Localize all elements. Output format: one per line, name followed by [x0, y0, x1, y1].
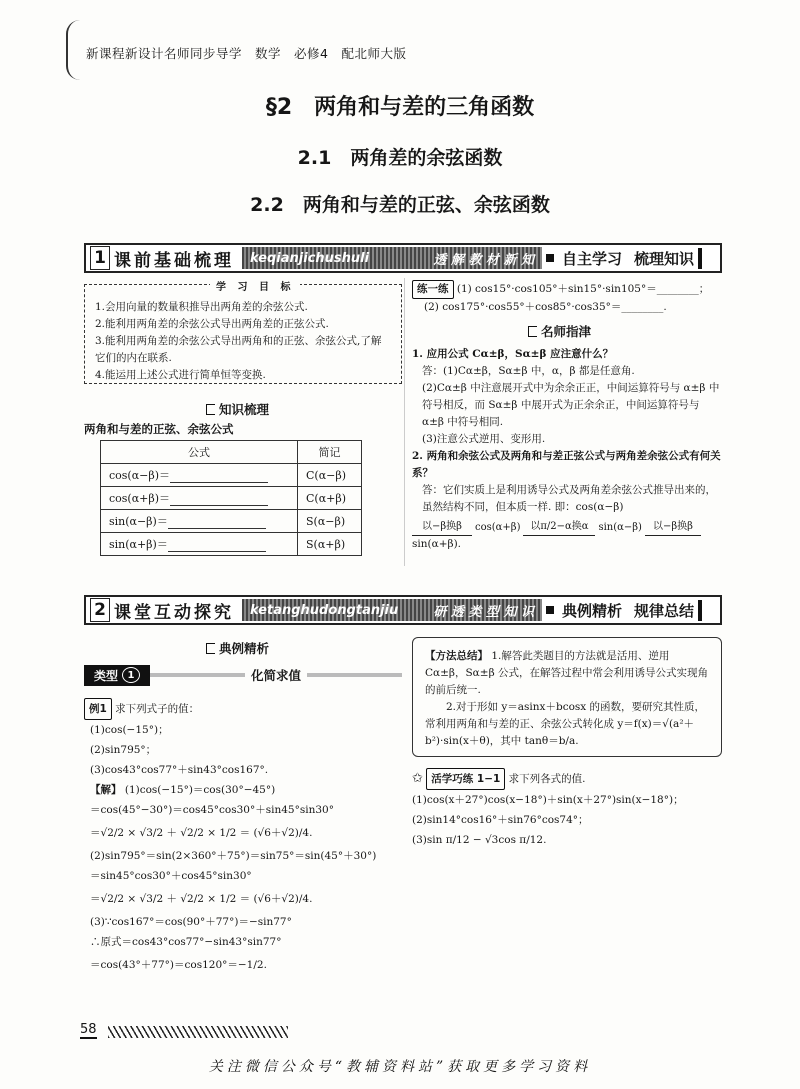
column-divider	[404, 278, 405, 566]
goal-item: 1.会用向量的数量积推导出两角差的余弦公式.	[95, 301, 308, 313]
solution-line: ＝cos(45°−30°)＝cos45°cos30°＋sin45°sin30°	[90, 804, 334, 816]
solution-line: (2)sin795°＝sin(2×360°＋75°)＝sin75°＝sin(45°＋30°)	[90, 850, 377, 862]
practice-q2: (2) cos175°·cos55°＋cos85°·cos35°＝________.	[424, 301, 667, 313]
formula-cell: cos(α−β)＝	[101, 464, 298, 487]
guide-q1: 1. 应用公式 Cα±β，Sα±β 应注意什么？	[412, 348, 614, 360]
section-title-2-2: 2.2 两角和与差的正弦、余弦函数	[250, 194, 550, 216]
goal-item: 3.能利用两角差的余弦公式导出两角和的正弦、余弦公式,了解它们的内在联系.	[95, 335, 382, 364]
solution-line: (1)cos(−15°)＝cos(30°−45°)	[124, 784, 276, 796]
section2-slogan: 研 透 类 型 知 识	[433, 604, 534, 620]
guide-a1b: (2)Cα±β 中注意展开式中为余余正正，中间运算符号与 α±β 中符号相反，而 Sα±β 中展开式为正余余正，中间运算符号与 α±β 中符号相同.	[422, 382, 720, 428]
footer-note: 关注微信公众号“教辅资料站”获取更多学习资料	[208, 1059, 592, 1075]
solution-line: ＝sin45°cos30°＋cos45°sin30°	[90, 870, 252, 882]
type-title: 化简求值	[245, 666, 307, 684]
chain-term: sin(α−β)	[598, 522, 642, 533]
section1-pinyin-bar	[242, 247, 542, 269]
abbr-cell: S(α−β)	[298, 510, 362, 533]
formula-cell: sin(α−β)＝	[101, 510, 298, 533]
section1-name: 课前基础梳理	[114, 250, 234, 271]
arrow-label: 以−β换β	[645, 518, 701, 536]
formula-table	[100, 440, 362, 556]
learning-goals-box	[84, 284, 402, 384]
square-icon	[546, 606, 554, 614]
section1-number: 1	[90, 246, 110, 270]
guide-q2: 2. 两角和余弦公式及两角和与差正弦公式与两角差余弦公式有何关系？	[412, 450, 721, 479]
bracket-icon	[528, 326, 537, 337]
learning-goals-heading: 学 习 目 标	[210, 278, 300, 293]
section2-number: 2	[90, 598, 110, 622]
guide-heading: 名师指津	[528, 322, 591, 340]
type-number: 1	[122, 667, 140, 683]
section1-tag1: 自主学习	[562, 249, 623, 268]
practice-block	[412, 280, 722, 316]
section2-tag2: 规律总结	[634, 600, 702, 621]
example-prompt: 求下列式子的值：	[115, 703, 200, 715]
arrow-label: 以−β换β	[412, 518, 472, 536]
section1-slogan: 透 解 教 材 新 知	[433, 252, 534, 268]
formula-cell: cos(α+β)＝	[101, 487, 298, 510]
chapter-title: §2 两角和与差的三角函数	[265, 95, 535, 120]
example-part: (2)sin795°；	[90, 744, 157, 756]
solution-line: ＝√2/2 × √3/2 ＋ √2/2 × 1/2 ＝ (√6＋√2)/4.	[90, 893, 313, 905]
drill-item: (2)sin14°cos16°＋sin76°cos74°；	[412, 814, 589, 826]
drill-item: (1)cos(x＋27°)cos(x−18°)＋sin(x＋27°)sin(x−18°)；	[412, 794, 684, 806]
abbr-cell: C(α−β)	[298, 464, 362, 487]
practice-label: 练一练	[412, 280, 454, 299]
drill-prompt: 求下列各式的值.	[508, 773, 586, 785]
page-number: 58	[80, 1022, 97, 1037]
corner-bracket	[66, 20, 82, 80]
section1-tag2: 梳理知识	[634, 248, 702, 269]
method-text-2: 2.对于形如 y＝asinx＋bcosx 的函数，要研究其性质，常利用两角和与差的正、余弦公式转化成 y＝f(x)＝√(a²＋b²)·sin(x＋θ)，其中 tanθ＝b/a.	[425, 701, 706, 747]
solution-line: (3)∵cos167°＝cos(90°＋77°)＝−sin77°	[90, 916, 292, 928]
section2-banner	[84, 595, 722, 625]
guide-a2: 答：它们实质上是利用诱导公式及两角差余弦公式推导出来的，虽然结构不同，但本质一样. 即：cos(α−β)	[422, 484, 716, 513]
type-bar	[84, 665, 402, 685]
example-tag: 例1	[84, 698, 112, 720]
bracket-icon	[206, 404, 215, 415]
arrow-label: 以π/2−α换α	[523, 518, 595, 536]
chain-end: sin(α+β).	[412, 538, 461, 550]
drill-label: 活学巧练 1−1	[426, 768, 505, 790]
example-block	[84, 698, 402, 978]
solution-line: ＝√2/2 × √3/2 ＋ √2/2 × 1/2 ＝ (√6＋√2)/4.	[90, 827, 313, 839]
section2-pinyin: ketanghudongtanjiu	[250, 602, 399, 618]
section2-pinyin-bar	[242, 599, 542, 621]
guide-block	[412, 346, 722, 553]
drill-block	[412, 768, 722, 850]
col-formula-header: 公式	[101, 441, 298, 464]
section1-banner	[84, 243, 722, 273]
bracket-icon	[206, 643, 215, 654]
section-title-2-1: 2.1 两角差的余弦函数	[297, 147, 503, 169]
section2-name: 课堂互动探究	[114, 602, 234, 623]
examples-heading: 典例精析	[206, 639, 269, 657]
guide-a1: 答：(1)Cα±β，Sα±β 中，α，β 都是任意角.	[422, 365, 635, 377]
goal-item: 2.能利用两角差的余弦公式导出两角差的正弦公式.	[95, 318, 329, 330]
goal-item: 4.能运用上述公式进行简单恒等变换.	[95, 369, 266, 381]
example-part: (1)cos(−15°)；	[90, 724, 169, 736]
drill-item: (3)sin π/12 − √3cos π/12.	[412, 834, 547, 846]
knowledge-subheading: 两角和与差的正弦、余弦公式	[84, 422, 234, 436]
knowledge-heading: 知识梳理	[206, 400, 269, 418]
derivation-chain	[412, 518, 722, 536]
formula-cell: sin(α+β)＝	[101, 533, 298, 556]
abbr-cell: S(α+β)	[298, 533, 362, 556]
section1-pinyin: keqianjichushuli	[250, 250, 370, 266]
solution-line: ∴原式＝cos43°cos77°−sin43°sin77°	[90, 936, 282, 948]
abbr-cell: C(α+β)	[298, 487, 362, 510]
example-part: (3)cos43°cos77°＋sin43°cos167°.	[90, 764, 269, 776]
book-header: 新课程新设计名师同步导学 数学 必修4 配北师大版	[86, 46, 407, 61]
page-hatch-decoration	[108, 1026, 288, 1038]
col-abbr-header: 简记	[298, 441, 362, 464]
type-title-line	[150, 667, 402, 683]
solution-line: ＝cos(43°＋77°)＝cos120°＝−1/2.	[90, 959, 267, 971]
practice-q1: (1) cos15°·cos105°＋sin15°·sin105°＝________；	[456, 283, 710, 295]
method-summary-box	[412, 637, 722, 757]
method-label: 【方法总结】	[425, 650, 488, 662]
chain-term: cos(α+β)	[475, 522, 521, 533]
type-pill	[84, 665, 150, 686]
section2-tag1: 典例精析	[562, 601, 623, 620]
type-label: 类型	[94, 668, 119, 683]
solution-label: 【解】	[90, 784, 122, 796]
method-text-1: 1.解答此类题目的方法就是活用、逆用 Cα±β，Sα±β 公式，在解答过程中常会利用诱导公式实现角的前后统一.	[425, 650, 708, 696]
square-icon	[546, 254, 554, 262]
guide-a1c: (3)注意公式逆用、变形用.	[422, 433, 546, 445]
star-icon: ✩	[412, 771, 423, 786]
